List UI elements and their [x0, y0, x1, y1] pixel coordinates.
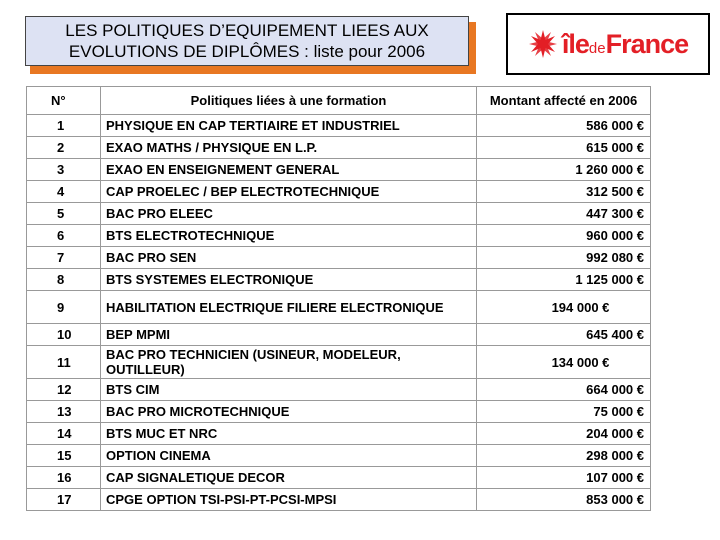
row-amount: 1 125 000 €: [477, 269, 651, 291]
row-policy: EXAO EN ENSEIGNEMENT GENERAL: [101, 159, 477, 181]
title-line-1: LES POLITIQUES D’EQUIPEMENT LIEES AUX: [65, 21, 429, 40]
row-policy: OPTION CINEMA: [101, 445, 477, 467]
row-policy: PHYSIQUE EN CAP TERTIAIRE ET INDUSTRIEL: [101, 115, 477, 137]
table-row: [27, 346, 651, 379]
table-row: [27, 401, 651, 423]
row-policy: BTS ELECTROTECHNIQUE: [101, 225, 477, 247]
row-number: 8: [27, 269, 101, 291]
row-policy: BAC PRO TECHNICIEN (USINEUR, MODELEUR, OUTILLEUR): [101, 346, 477, 379]
row-amount: 447 300 €: [477, 203, 651, 225]
row-policy: BAC PRO SEN: [101, 247, 477, 269]
table-row: [27, 225, 651, 247]
table-row: [27, 159, 651, 181]
table-row: [27, 291, 651, 324]
row-number: 16: [27, 467, 101, 489]
row-number: 1: [27, 115, 101, 137]
row-amount: 615 000 €: [477, 137, 651, 159]
row-policy: BAC PRO MICROTECHNIQUE: [101, 401, 477, 423]
header-amount: Montant affecté en 2006: [477, 87, 651, 115]
header-number: N°: [27, 87, 101, 115]
row-policy: HABILITATION ELECTRIQUE FILIERE ELECTRONIQUE: [101, 291, 477, 324]
row-policy: CAP PROELEC / BEP ELECTROTECHNIQUE: [101, 181, 477, 203]
row-policy: BTS CIM: [101, 379, 477, 401]
table-row: [27, 423, 651, 445]
row-number: 14: [27, 423, 101, 445]
row-amount: 645 400 €: [477, 324, 651, 346]
row-amount: 586 000 €: [477, 115, 651, 137]
row-amount: 134 000 €: [477, 346, 651, 379]
row-number: 2: [27, 137, 101, 159]
row-amount: 853 000 €: [477, 489, 651, 511]
table-row: [27, 137, 651, 159]
row-amount: 298 000 €: [477, 445, 651, 467]
row-number: 15: [27, 445, 101, 467]
equipment-table: [26, 86, 651, 511]
iledefrance-logo: [506, 13, 710, 75]
row-number: 3: [27, 159, 101, 181]
row-amount: 960 000 €: [477, 225, 651, 247]
row-amount: 1 260 000 €: [477, 159, 651, 181]
table-row: [27, 445, 651, 467]
table-row: [27, 181, 651, 203]
row-number: 12: [27, 379, 101, 401]
row-number: 10: [27, 324, 101, 346]
header-policy: Politiques liées à une formation: [101, 87, 477, 115]
table-row: [27, 203, 651, 225]
row-number: 6: [27, 225, 101, 247]
table-row: [27, 269, 651, 291]
row-amount: 204 000 €: [477, 423, 651, 445]
table-row: [27, 324, 651, 346]
row-number: 13: [27, 401, 101, 423]
table-row: [27, 379, 651, 401]
row-amount: 664 000 €: [477, 379, 651, 401]
row-number: 17: [27, 489, 101, 511]
row-amount: 194 000 €: [477, 291, 651, 324]
star-icon: [528, 29, 558, 59]
table-header-row: [27, 87, 651, 115]
row-policy: CAP SIGNALETIQUE DECOR: [101, 467, 477, 489]
table-row: [27, 467, 651, 489]
table-row: [27, 489, 651, 511]
row-policy: BEP MPMI: [101, 324, 477, 346]
row-policy: BTS MUC ET NRC: [101, 423, 477, 445]
row-policy: CPGE OPTION TSI-PSI-PT-PCSI-MPSI: [101, 489, 477, 511]
row-policy: BTS SYSTEMES ELECTRONIQUE: [101, 269, 477, 291]
row-policy: BAC PRO ELEEC: [101, 203, 477, 225]
row-number: 11: [27, 346, 101, 379]
row-policy: EXAO MATHS / PHYSIQUE EN L.P.: [101, 137, 477, 159]
row-amount: 312 500 €: [477, 181, 651, 203]
row-number: 5: [27, 203, 101, 225]
row-number: 9: [27, 291, 101, 324]
row-number: 7: [27, 247, 101, 269]
row-number: 4: [27, 181, 101, 203]
title-line-2: EVOLUTIONS DE DIPLÔMES : liste pour 2006: [68, 42, 426, 61]
slide-title: [25, 16, 469, 66]
logo-text: îledeFrance: [561, 28, 689, 59]
table-row: [27, 247, 651, 269]
row-amount: 992 080 €: [477, 247, 651, 269]
row-amount: 75 000 €: [477, 401, 651, 423]
table-row: [27, 115, 651, 137]
row-amount: 107 000 €: [477, 467, 651, 489]
